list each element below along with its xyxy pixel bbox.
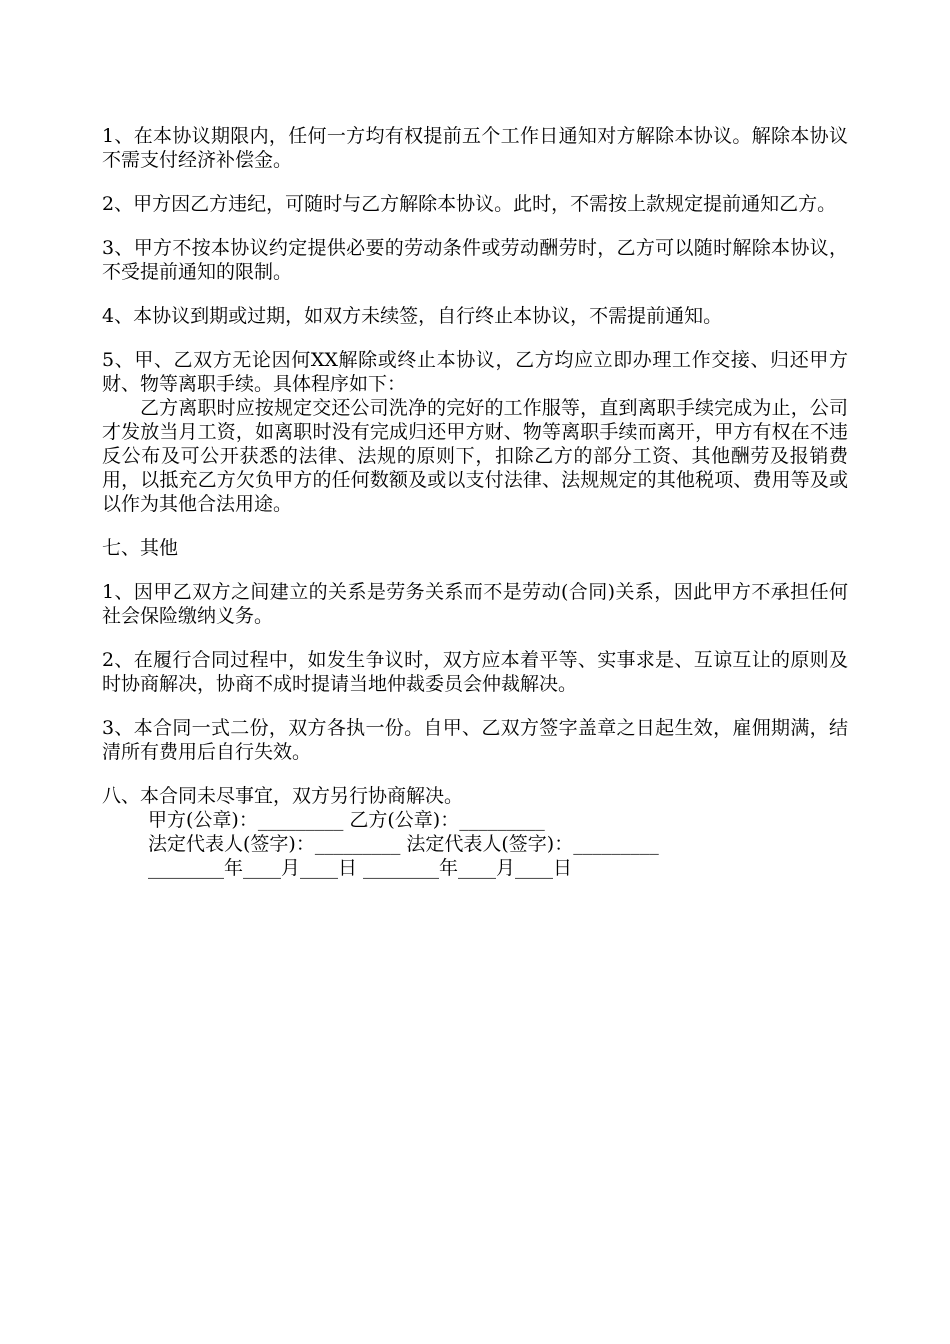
section-7-heading: 七、其他 <box>102 537 179 559</box>
clause-1: 1、在本协议期限内，任何一方均有权提前五个工作日通知对方解除本协议。解除本协议不需支付经济补偿金。 <box>102 125 848 171</box>
clause-2: 2、甲方因乙方违纪，可随时与乙方解除本协议。此时，不需按上款规定提前通知乙方。 <box>102 193 837 215</box>
clause-4: 4、本协议到期或过期，如双方未续签，自行终止本协议，不需提前通知。 <box>102 305 723 327</box>
section-8: 八、本合同未尽事宜，双方另行协商解决。 <box>102 785 464 807</box>
section-7-item-1: 1、因甲乙双方之间建立的关系是劳务关系而不是劳动(合同)关系，因此甲方不承担任何社会保险缴纳义务。 <box>102 581 848 627</box>
signature-seal-line: 甲方(公章)：_________ 乙方(公章)：_________ <box>148 809 545 831</box>
signature-date-line: ________年____月____日 ________年____月____日 <box>148 857 573 879</box>
section-7-item-2: 2、在履行合同过程中，如发生争议时，双方应本着平等、实事求是、互谅互让的原则及时协商解决，协商不成时提请当地仲裁委员会仲裁解决。 <box>102 649 848 695</box>
clause-5: 5、甲、乙双方无论因何XX解除或终止本协议，乙方均应立即办理工作交接、归还甲方财、物等离职手续。具体程序如下： <box>102 349 848 395</box>
document-page <box>102 124 848 880</box>
signature-representative-line: 法定代表人(签字)：_________ 法定代表人(签字)：_________ <box>148 833 659 855</box>
resignation-procedure: 乙方离职时应按规定交还公司洗净的完好的工作服等，直到离职手续完成为止，公司才发放当月工资，如离职时没有完成归还甲方财、物等离职手续而离开，甲方有权在不违反公布及可公开获悉的法律、法规的原则下，扣除乙方的部分工资、其他酬劳及报销费用，以抵充乙方欠负甲方的任何数额及或以支付法律、法规规定的其他税项、费用等及或以作为其他合法用途。 <box>102 397 848 515</box>
section-7-item-3: 3、本合同一式二份，双方各执一份。自甲、乙双方签字盖章之日起生效，雇佣期满，结清所有费用后自行失效。 <box>102 717 848 763</box>
clause-3: 3、甲方不按本协议约定提供必要的劳动条件或劳动酬劳时，乙方可以随时解除本协议，不受提前通知的限制。 <box>102 237 848 283</box>
